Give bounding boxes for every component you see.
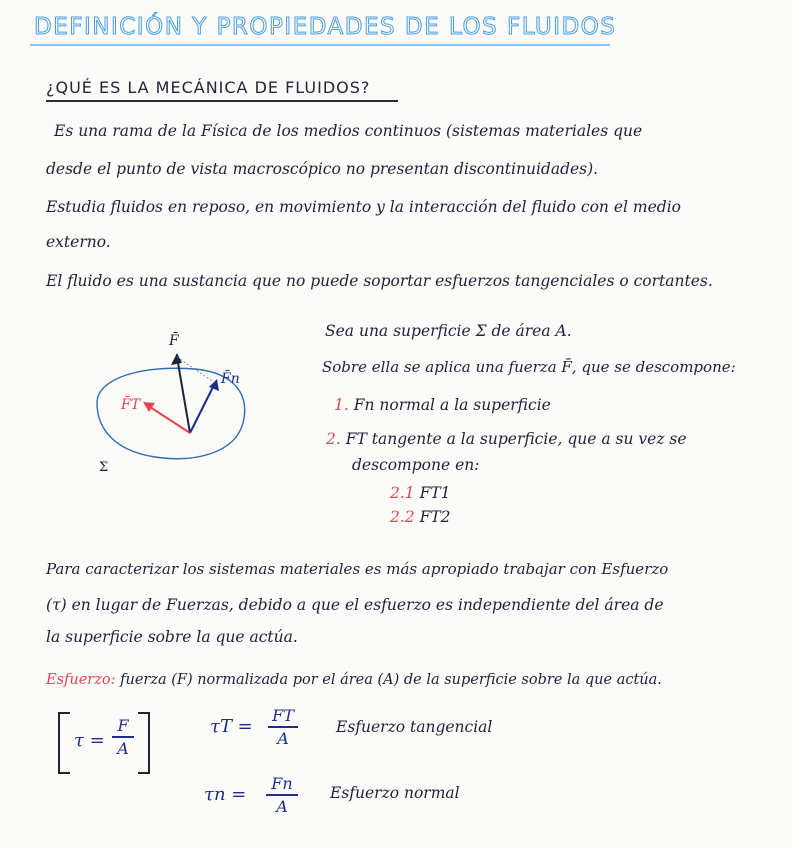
tangential-numerator: FT <box>272 706 294 725</box>
component-1-number: 1. <box>334 396 349 414</box>
force-f-arrowhead <box>171 353 182 365</box>
para-line-1: Para caracterizar los sistemas materiales es más apropiado trabajar con Esfuerzo <box>46 560 669 578</box>
component-2 <box>326 430 687 448</box>
main-denominator: A <box>117 738 129 758</box>
heading-underline <box>46 100 398 102</box>
intro-line-4: externo. <box>46 233 111 251</box>
normal-description: Esfuerzo normal <box>330 784 460 802</box>
force-diagram <box>85 325 255 485</box>
normal-fraction <box>266 774 298 816</box>
intro-line-1: Es una rama de la Física de los medios continuos (sistemas materiales que <box>54 122 643 140</box>
subcomponent-1-number: 2.1 <box>390 484 415 502</box>
force-fn-arrowhead <box>209 379 219 391</box>
normal-fraction-bar <box>266 794 298 796</box>
parallelogram-guide <box>177 357 215 383</box>
subcomponent-2 <box>390 508 451 526</box>
normal-equation-lhs: τn = <box>204 784 247 805</box>
force-fn-arrow <box>190 383 215 433</box>
definition <box>46 672 662 688</box>
para-line-2: (τ) en lugar de Fuerzas, debido a que el esfuerzo es independiente del área de <box>46 596 664 614</box>
tangential-description: Esfuerzo tangencial <box>336 718 493 736</box>
intro-line-2: desde el punto de vista macroscópico no presentan discontinuidades). <box>46 160 599 178</box>
main-fraction <box>112 716 134 758</box>
right-bracket <box>138 712 150 774</box>
left-bracket <box>58 712 70 774</box>
component-1 <box>334 396 551 414</box>
component-2-continuation: descompone en: <box>352 456 480 474</box>
component-2-number: 2. <box>326 430 341 448</box>
para-line-3: la superficie sobre la que actúa. <box>46 628 298 646</box>
label-ft: F̄T <box>121 397 141 413</box>
title-underline <box>30 44 610 46</box>
label-f: F̄ <box>169 333 179 349</box>
force-ft-arrow <box>147 405 190 433</box>
label-fn: F̄n <box>221 371 240 387</box>
tangential-equation-lhs: τT = <box>210 716 253 737</box>
normal-numerator: Fn <box>271 774 293 793</box>
normal-denominator: A <box>276 796 288 816</box>
main-equation-lhs: τ = <box>74 730 105 751</box>
surface-description: Sea una superficie Σ de área A. <box>325 322 572 340</box>
tangential-fraction <box>268 706 298 748</box>
subcomponent-1 <box>390 484 451 502</box>
force-description: Sobre ella se aplica una fuerza F̄, que se descompone: <box>322 358 736 376</box>
component-2-text: FT tangente a la superficie, que a su vez se <box>345 430 687 448</box>
intro-line-3: Estudia fluidos en reposo, en movimiento y la interacción del fluido con el medio <box>46 198 681 216</box>
tangential-fraction-bar <box>268 726 298 728</box>
subcomponent-2-number: 2.2 <box>390 508 415 526</box>
tangential-denominator: A <box>277 728 289 748</box>
force-ft-arrowhead <box>143 402 155 412</box>
component-1-text: Fn normal a la superficie <box>353 396 551 414</box>
main-numerator: F <box>117 716 129 735</box>
section-heading: ¿QUÉ ES LA MECÁNICA DE FLUIDOS? <box>46 78 371 97</box>
page-title: DEFINICIÓN Y PROPIEDADES DE LOS FLUIDOS <box>34 14 617 40</box>
label-sigma: Σ <box>99 460 109 475</box>
intro-line-5: El fluido es una sustancia que no puede soportar esfuerzos tangenciales o cortantes. <box>46 272 713 290</box>
main-fraction-bar <box>112 736 134 738</box>
subcomponent-2-text: FT2 <box>419 508 451 526</box>
definition-text: fuerza (F) normalizada por el área (A) de la superficie sobre la que actúa. <box>120 672 662 688</box>
subcomponent-1-text: FT1 <box>419 484 451 502</box>
definition-term: Esfuerzo: <box>46 672 116 688</box>
